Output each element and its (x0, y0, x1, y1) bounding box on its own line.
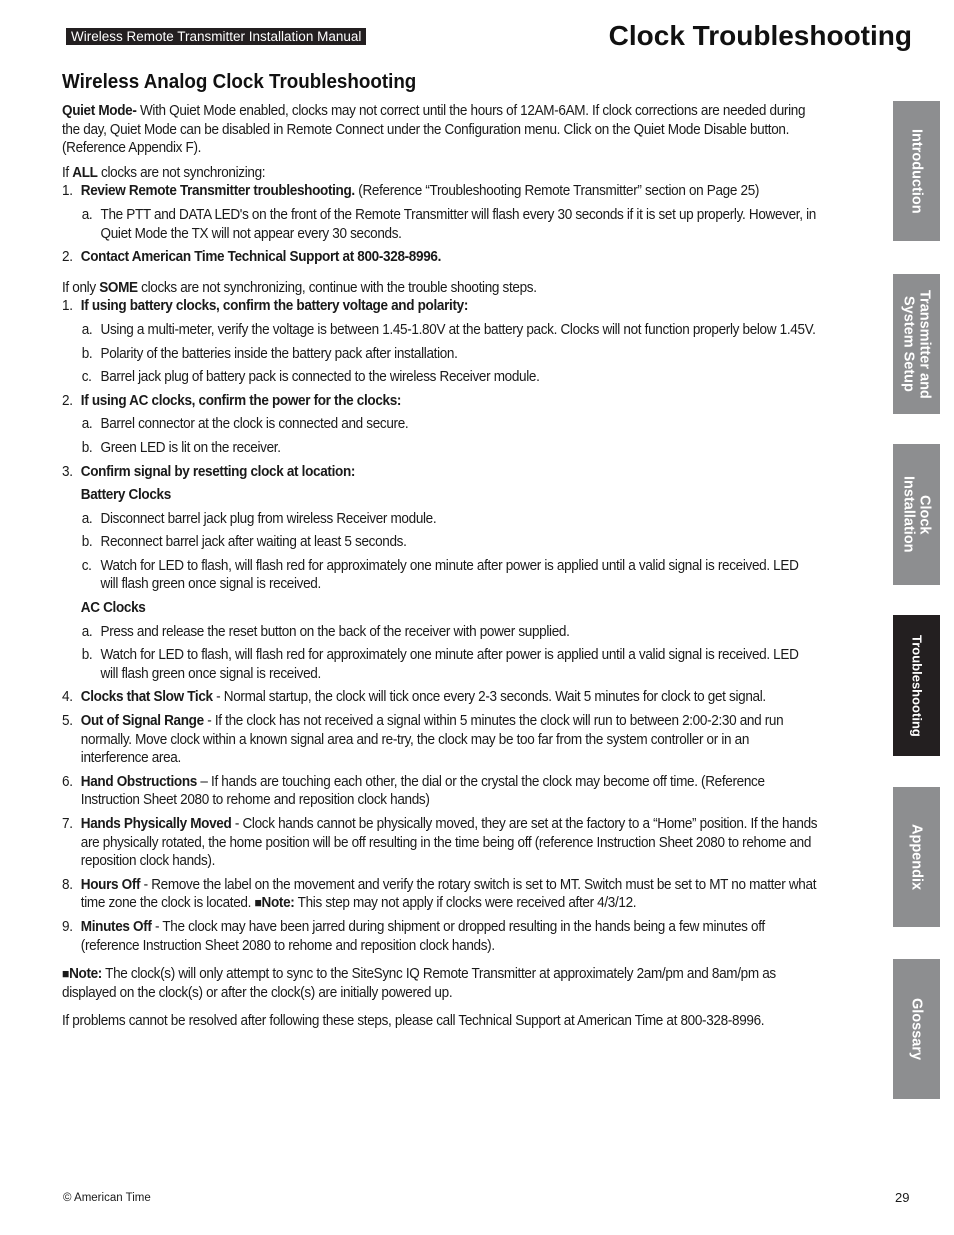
substep-text: Watch for LED to flash, will flash red for approximately one minute after power is applied until a valid signal is received. LED will flash green once signal is received. (100, 647, 799, 682)
note-square-icon: ■ (254, 895, 262, 911)
some-clocks-intro (62, 279, 819, 298)
step-number: 1. (62, 298, 73, 315)
quiet-mode-paragraph (62, 102, 819, 158)
substep-text: Polarity of the batteries inside the battery pack after installation. (100, 345, 458, 362)
some-step-8 (62, 876, 819, 913)
page-number: 29 (895, 1190, 910, 1205)
substep-text: Watch for LED to flash, will flash red for approximately one minute after power is applied until a valid signal is received. LED will flash green once signal is received. (100, 557, 799, 593)
step-text: - Normal startup, the clock will tick once every 2-3 seconds. Wait 5 minutes for clock to get signal. (212, 689, 766, 706)
step-number: 8. (62, 876, 73, 893)
substep-text: Barrel jack plug of battery pack is connected to the wireless Receiver module. (100, 369, 540, 386)
step-number: 6. (62, 773, 73, 790)
some-step-4 (62, 688, 819, 707)
step-title: Confirm signal by resetting clock at location: (80, 463, 356, 480)
substep-text: Using a multi-meter, verify the voltage is between 1.45-1.80V at the battery pack. Clocks will not function properly below 1.45V. (100, 321, 816, 338)
step-title: Clocks that Slow Tick (80, 689, 213, 706)
substep-letter: a. (81, 623, 93, 640)
tab-introduction[interactable] (893, 101, 940, 241)
sync-note (62, 965, 819, 1002)
closing-paragraph: If problems cannot be resolved after following these steps, please call Technical Support at American Time at 800-328-8996. (62, 1013, 765, 1030)
page-title: Clock Troubleshooting (608, 20, 912, 51)
battery-step-b (62, 533, 819, 552)
step-text: – If hands are touching each other, the dial or the crystal the clock may become off time. (Reference Instruction Sheet 2080 to rehome and reposition clock hands) (80, 773, 765, 809)
all-step-1 (62, 182, 819, 201)
substep-text: Press and release the reset button on the back of the receiver with power supplied. (100, 623, 570, 640)
step-number: 3. (62, 463, 73, 480)
note-square-icon: ■ (62, 966, 70, 982)
step-title: Contact American Time Technical Support at 800-328-8996. (80, 249, 442, 266)
step-text: - The clock may have been jarred during shipment or dropped resulting in the hands being a few minutes off (reference Instruction Sheet 2080 to rehome and reposition clock hands). (80, 918, 765, 954)
copyright: © American Time (63, 1192, 151, 1204)
quiet-mode-label: Quiet Mode- (62, 103, 137, 119)
some-step-7 (62, 815, 819, 871)
substep-text: The PTT and DATA LED's on the front of the Remote Transmitter will flash every 30 seconds if it is set up properly. However, in Quiet Mode the TX will not appear every 30 seconds. (100, 206, 816, 242)
step-title: Minutes Off (80, 918, 152, 935)
step-title: If using AC clocks, confirm the power for the clocks: (80, 392, 402, 409)
substep-text: Disconnect barrel jack plug from wireless Receiver module. (100, 510, 437, 527)
step-number: 2. (62, 392, 73, 409)
some-step-3 (62, 463, 819, 482)
step-number: 7. (62, 816, 73, 832)
ac-step-a (62, 623, 819, 642)
manual-title-band: Wireless Remote Transmitter Installation Manual (66, 28, 366, 45)
substep-letter: a. (81, 510, 93, 527)
step-title: Review Remote Transmitter troubleshooting. (80, 183, 355, 200)
section-title: Wireless Analog Clock Troubleshooting (62, 71, 417, 93)
step-title: Out of Signal Range (80, 713, 204, 730)
some-step-5 (62, 712, 819, 768)
step-text: - If the clock has not received a signal within 5 minutes the clock will run to between 2:00-2:30 and run normally. Move clock within a known signal area and re-try, the clock may be too far from the system controller or in an interference area. (80, 713, 784, 767)
quiet-mode-text: With Quiet Mode enabled, clocks may not correct until the hours of 12AM-6AM. If clock corrections are needed during the day, Quiet Mode can be disabled in Remote Connect under the Configuration menu. Click on the Quiet Mode Disable button. (Reference Appendix F). (62, 103, 806, 157)
step-number: 5. (62, 713, 73, 730)
step-title: Hands Physically Moved (80, 816, 232, 832)
substep-letter: b. (81, 534, 93, 551)
main-content (62, 70, 819, 1031)
some-step-1c (62, 368, 819, 387)
tab-troubleshooting[interactable] (893, 615, 940, 756)
some-intro-bold: SOME (99, 279, 138, 296)
substep-letter: b. (81, 439, 93, 456)
note-label: Note: (261, 895, 295, 912)
step-number: 1. (62, 183, 73, 200)
some-intro-pre: If only (62, 279, 100, 296)
substep-text: Reconnect barrel jack after waiting at least 5 seconds. (100, 534, 407, 551)
some-step-2 (62, 392, 819, 411)
step-title: Hand Obstructions (80, 773, 197, 790)
all-step-2 (62, 248, 819, 267)
some-step-1a (62, 321, 819, 340)
battery-clocks-label: Battery Clocks (80, 487, 171, 504)
all-intro-post: clocks are not synchronizing: (97, 164, 266, 181)
some-step-1b (62, 345, 819, 364)
note-text: This step may not apply if clocks were received after 4/3/12. (294, 895, 637, 912)
substep-text: Barrel connector at the clock is connected and secure. (100, 416, 409, 433)
battery-step-a (62, 510, 819, 529)
tab-clock-installation[interactable] (893, 444, 940, 585)
tab-appendix[interactable] (893, 787, 940, 927)
step-title: If using battery clocks, confirm the battery voltage and polarity: (80, 298, 469, 315)
substep-letter: a. (81, 206, 93, 223)
some-step-9 (62, 918, 819, 955)
all-step-1a (62, 206, 819, 243)
tab-label: Introduction (908, 128, 925, 214)
substep-letter: c. (81, 369, 92, 386)
step-number: 9. (62, 918, 73, 935)
tab-label: Transmitter and System Setup (900, 289, 933, 399)
tab-label: Clock Installation (900, 476, 933, 553)
step-text: - Remove the label on the movement and verify the rotary switch is set to MT. Switch must be set to MT no matter what time zone the clock is located. (80, 876, 817, 912)
all-clocks-intro (62, 164, 819, 183)
note-text: The clock(s) will only attempt to sync to the SiteSync IQ Remote Transmitter at approximately 2am/pm and 8am/pm as displayed on the clock(s) or after the clock(s) are initially powered up. (62, 966, 776, 1001)
step-text: - Clock hands cannot be physically moved, they are set at the factory to a “Home” position. If the hands are physically rotated, the home position will be off resulting in the time being off (reference Instruction Sheet 2080 to rehome and reposition clock hands). (80, 816, 818, 870)
substep-letter: a. (81, 321, 93, 338)
tab-glossary[interactable] (893, 959, 940, 1099)
all-intro-bold: ALL (72, 164, 98, 181)
some-step-2b (62, 439, 819, 458)
step-title: Hours Off (80, 876, 141, 893)
some-step-6 (62, 773, 819, 810)
substep-letter: c. (81, 557, 92, 574)
some-step-2a (62, 415, 819, 434)
all-intro-pre: If (62, 164, 73, 181)
step-number: 2. (62, 249, 73, 266)
substep-letter: b. (81, 647, 93, 664)
substep-letter: a. (81, 416, 93, 433)
step-text: (Reference “Troubleshooting Remote Transmitter” section on Page 25) (354, 183, 760, 200)
note-label: Note: (69, 966, 102, 983)
tab-transmitter-system-setup[interactable] (893, 274, 940, 414)
tab-label: Glossary (908, 997, 925, 1061)
ac-step-b (62, 646, 819, 683)
some-step-1 (62, 297, 819, 316)
tab-label: Troubleshooting (909, 634, 925, 737)
some-intro-post: clocks are not synchronizing, continue with the trouble shooting steps. (137, 279, 537, 296)
step-number: 4. (62, 689, 73, 706)
tab-label: Appendix (908, 823, 925, 891)
ac-clocks-label: AC Clocks (80, 600, 146, 617)
battery-step-c (62, 557, 819, 594)
substep-text: Green LED is lit on the receiver. (100, 439, 281, 456)
substep-letter: b. (81, 345, 93, 362)
